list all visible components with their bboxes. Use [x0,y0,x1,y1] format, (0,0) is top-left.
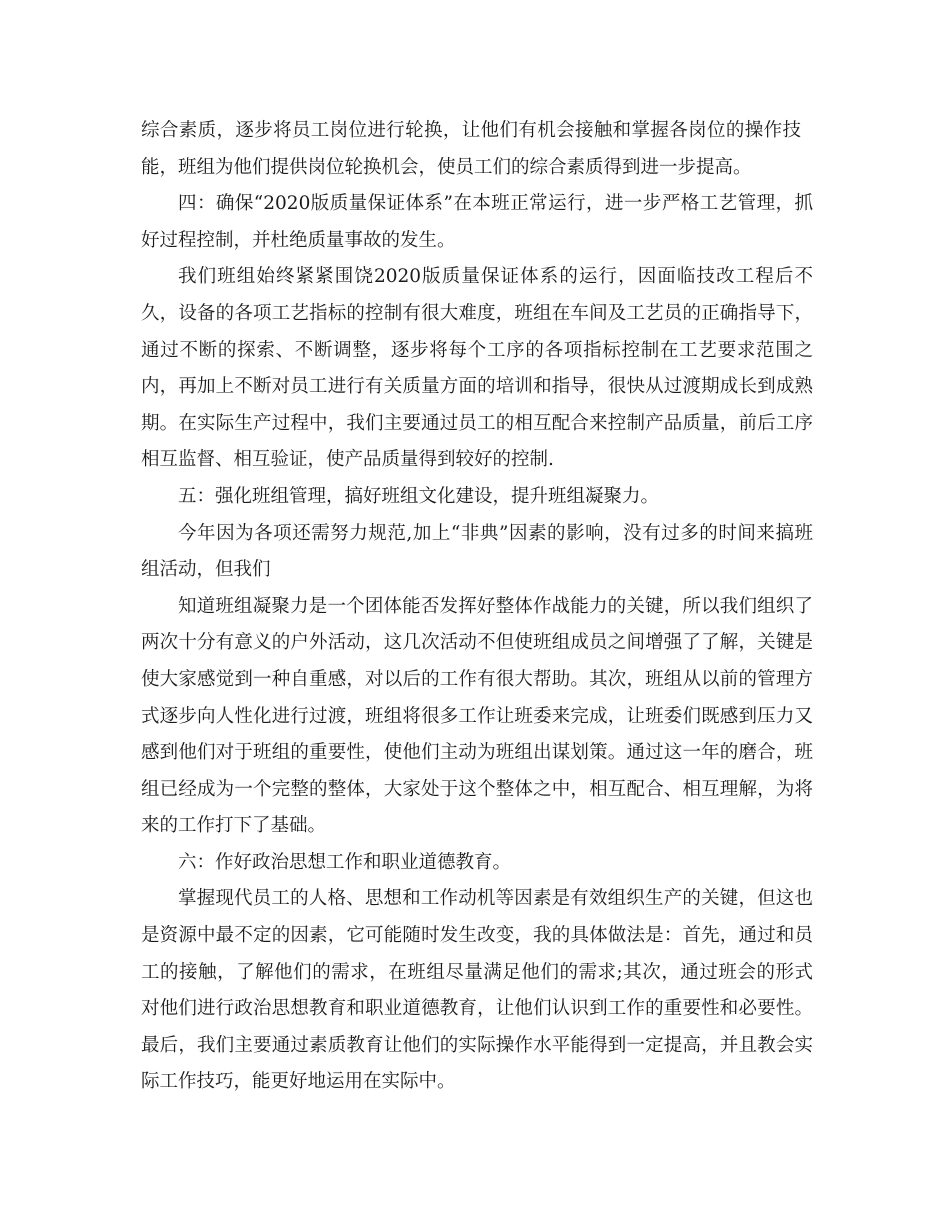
section-heading-four: 四：确保“2020版质量保证体系”在本班正常运行，进一步严格工艺管理，抓好过程控制，并杜绝质量事故的发生。 [141,193,813,251]
document-body [141,113,813,1101]
section-heading-five: 五：强化班组管理，搞好班组文化建设，提升班组凝聚力。 [178,485,660,507]
paragraph-continuation: 综合素质，逐步将员工岗位进行轮换，让他们有机会接触和掌握各岗位的操作技能，班组为他们提供岗位轮换机会，使员工们的综合素质得到进一步提高。 [141,120,801,178]
paragraph-quality-system: 我们班组始终紧紧围饶2020版质量保证体系的运行，因面临技改工程后不久，设备的各项工艺指标的控制有很大难度，班组在车间及工艺员的正确指导下，通过不断的探索、不断调整，逐步将每个工序的各项指标控制在工艺要求范围之内，再加上不断对员工进行有关质量方面的培训和指导，很快从过渡期成长到成熟期。在实际生产过程中，我们主要通过员工的相互配合来控制产品质量，前后工序相互监督、相互验证，使产品质量得到较好的控制. [141,266,813,471]
paragraph-team-activities: 今年因为各项还需努力规范,加上“非典”因素的影响，没有过多的时间来搞班组活动，但我们 [141,522,813,581]
section-heading-six: 六：作好政治思想工作和职业道德教育。 [178,851,512,873]
paragraph-team-cohesion: 知道班组凝聚力是一个团体能否发挥好整体作战能力的关键，所以我们组织了两次十分有意义的户外活动，这几次活动不但使班组成员之间增强了了解，关键是使大家感觉到一种自重感，对以后的工作有很大帮助。其次，班组从以前的管理方式逐步向人性化进行过渡，班组将很多工作让班委来完成，让班委们既感到压力又感到他们对于班组的重要性，使他们主动为班组出谋划策。通过这一年的磨合，班组已经成为一个完整的整体，大家处于这个整体之中，相互配合、相互理解，为将来的工作打下了基础。 [141,595,813,837]
paragraph-political-education: 掌握现代员工的人格、思想和工作动机等因素是有效组织生产的关键，但这也是资源中最不定的因素，它可能随时发生改变，我的具体做法是：首先，通过和员工的接触，了解他们的需求，在班组尽量满足他们的需求;其次，通过班会的形式对他们进行政治思想教育和职业道德教育，让他们认识到工作的重要性和必要性。最后，我们主要通过素质教育让他们的实际操作水平能得到一定提高，并且教会实际工作技巧，能更好地运用在实际中。 [141,888,813,1093]
